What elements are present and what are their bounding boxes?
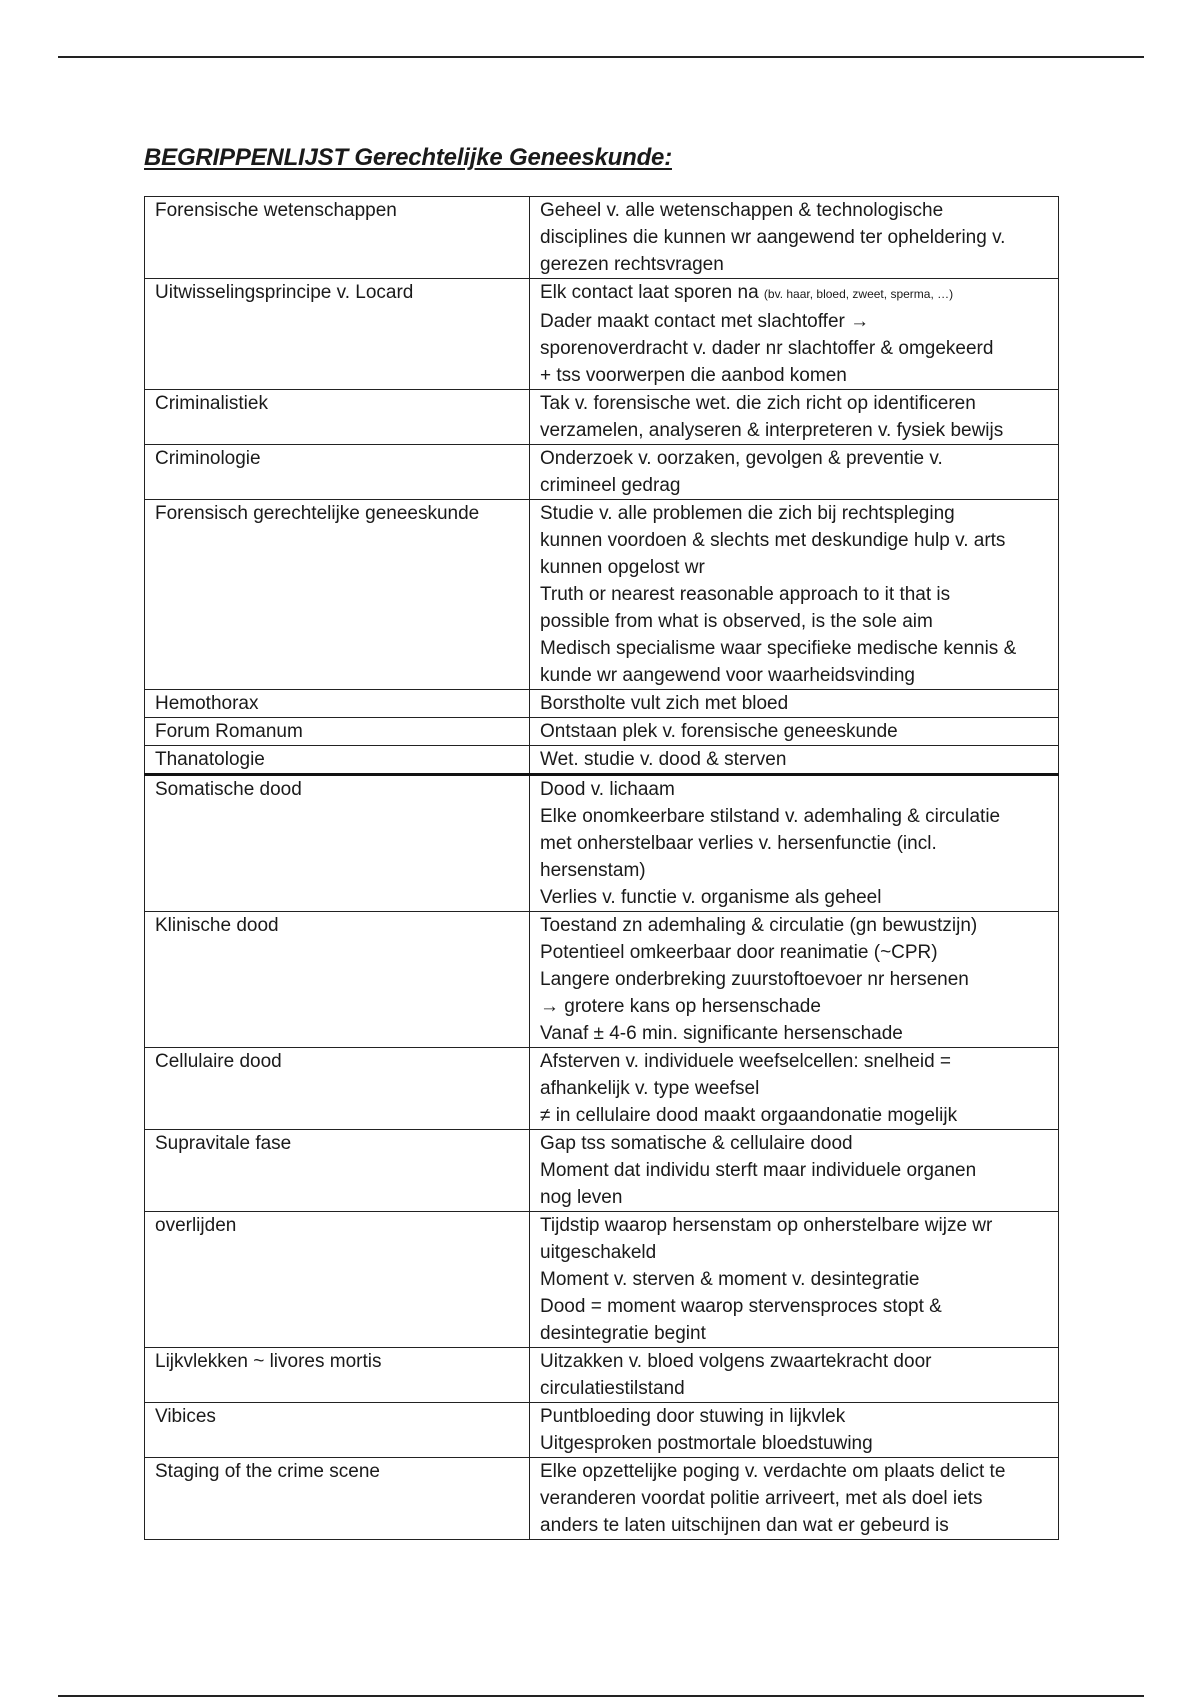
definition-line: Moment dat individu sterft maar individuele organen [540, 1160, 977, 1181]
definition-line: desintegratie begint [540, 1323, 706, 1344]
definition-line: ≠ in cellulaire dood maakt orgaandonatie mogelijk [540, 1105, 958, 1126]
definition-cell [530, 445, 1059, 500]
term-cell: Criminologie [145, 445, 530, 500]
definition-line: Geheel v. alle wetenschappen & technologische [540, 200, 944, 221]
term-cell: Thanatologie [145, 746, 530, 775]
definition-line: Potentieel omkeerbaar door reanimatie (~CPR) [540, 942, 938, 963]
definition-line: Langere onderbreking zuurstoftoevoer nr hersenen [540, 969, 969, 990]
term-cell: Uitwisselingsprincipe v. Locard [145, 279, 530, 390]
definition-line: Elke opzettelijke poging v. verdachte om plaats delict te [540, 1461, 1006, 1482]
definition-line: Uitzakken v. bloed volgens zwaartekracht door [540, 1351, 932, 1372]
term-cell: Vibices [145, 1403, 530, 1458]
term-cell: Somatische dood [145, 775, 530, 912]
definition-line: Dood = moment waarop stervensproces stopt & [540, 1296, 942, 1317]
definition-line: possible from what is observed, is the sole aim [540, 611, 933, 632]
table-row [145, 1048, 1059, 1130]
example-note: (bv. haar, bloed, zweet, sperma, …) [763, 287, 954, 301]
definition-line: met onherstelbaar verlies v. hersenfunctie (incl. [540, 833, 937, 854]
definition-line: Truth or nearest reasonable approach to it that is [540, 584, 951, 605]
definition-line: Moment v. sterven & moment v. desintegratie [540, 1269, 920, 1290]
definition-line: sporenoverdracht v. dader nr slachtoffer & omgekeerd [540, 338, 994, 359]
definition-text: Elk contact laat sporen na [540, 282, 759, 303]
table-row [145, 775, 1059, 912]
glossary-table [144, 196, 1059, 1540]
definition-line: Afsterven v. individuele weefselcellen: snelheid = [540, 1051, 952, 1072]
table-row [145, 912, 1059, 1048]
definition-line: Dader maakt contact met slachtoffer → [540, 311, 870, 332]
definition-line: Tijdstip waarop hersenstam op onherstelbare wijze wr [540, 1215, 993, 1236]
definition-line: kunnen voordoen & slechts met deskundige hulp v. arts [540, 530, 1006, 551]
definition-cell [530, 500, 1059, 690]
page-title: BEGRIPPENLIJST Gerechtelijke Geneeskunde: [144, 144, 672, 171]
table-row [145, 1348, 1059, 1403]
definition-line: Borstholte vult zich met bloed [540, 693, 789, 714]
term-cell: Forensische wetenschappen [145, 197, 530, 279]
definition-line: circulatiestilstand [540, 1378, 685, 1399]
footer-rule [58, 1695, 1144, 1697]
table-row [145, 197, 1059, 279]
definition-line: Puntbloeding door stuwing in lijkvlek [540, 1406, 846, 1427]
table-row [145, 445, 1059, 500]
term-cell: Cellulaire dood [145, 1048, 530, 1130]
table-row [145, 1403, 1059, 1458]
definition-cell [530, 718, 1059, 746]
definition-cell [530, 1212, 1059, 1348]
definition-cell [530, 1458, 1059, 1540]
definition-line: Studie v. alle problemen die zich bij rechtspleging [540, 503, 955, 524]
definition-line: kunnen opgelost wr [540, 557, 705, 578]
definition-cell [530, 1130, 1059, 1212]
definition-line: Dood v. lichaam [540, 779, 675, 800]
definition-line: + tss voorwerpen die aanbod komen [540, 365, 847, 386]
definition-line: disciplines die kunnen wr aangewend ter opheldering v. [540, 227, 1006, 248]
definition-line: anders te laten uitschijnen dan wat er gebeurd is [540, 1515, 949, 1536]
table-row [145, 1130, 1059, 1212]
definition-line: gerezen rechtsvragen [540, 254, 724, 275]
definition-line: Wet. studie v. dood & sterven [540, 749, 787, 770]
definition-line [540, 279, 1052, 308]
table-row [145, 718, 1059, 746]
term-cell: Forensisch gerechtelijke geneeskunde [145, 500, 530, 690]
definition-line: Ontstaan plek v. forensische geneeskunde [540, 721, 898, 742]
table-row [145, 1212, 1059, 1348]
definition-line: nog leven [540, 1187, 623, 1208]
definition-line: uitgeschakeld [540, 1242, 657, 1263]
definition-cell [530, 690, 1059, 718]
definition-cell [530, 1048, 1059, 1130]
definition-line: crimineel gedrag [540, 475, 681, 496]
definition-cell [530, 1403, 1059, 1458]
term-cell: Forum Romanum [145, 718, 530, 746]
term-cell: Lijkvlekken ~ livores mortis [145, 1348, 530, 1403]
definition-cell [530, 390, 1059, 445]
definition-cell [530, 775, 1059, 912]
definition-line: Vanaf ± 4-6 min. significante hersenschade [540, 1023, 903, 1044]
definition-line: afhankelijk v. type weefsel [540, 1078, 760, 1099]
definition-line: verzamelen, analyseren & interpreteren v. fysiek bewijs [540, 420, 1004, 441]
definition-line: kunde wr aangewend voor waarheidsvinding [540, 665, 915, 686]
definition-line: Onderzoek v. oorzaken, gevolgen & preventie v. [540, 448, 943, 469]
header-rule [58, 56, 1144, 58]
definition-line: Toestand zn ademhaling & circulatie (gn bewustzijn) [540, 915, 978, 936]
term-cell: Criminalistiek [145, 390, 530, 445]
term-cell: overlijden [145, 1212, 530, 1348]
table-row [145, 500, 1059, 690]
definition-cell [530, 197, 1059, 279]
definition-line: Medisch specialisme waar specifieke medische kennis & [540, 638, 1017, 659]
table-row [145, 746, 1059, 775]
definition-cell [530, 279, 1059, 390]
table-row [145, 1458, 1059, 1540]
term-cell: Hemothorax [145, 690, 530, 718]
definition-line: hersenstam) [540, 860, 646, 881]
definition-cell [530, 746, 1059, 775]
definition-line: Verlies v. functie v. organisme als geheel [540, 887, 882, 908]
definition-line: Elke onomkeerbare stilstand v. ademhaling & circulatie [540, 806, 1001, 827]
definition-cell [530, 912, 1059, 1048]
definition-line: → grotere kans op hersenschade [540, 996, 821, 1017]
term-cell: Supravitale fase [145, 1130, 530, 1212]
definition-line: Uitgesproken postmortale bloedstuwing [540, 1433, 873, 1454]
term-cell: Staging of the crime scene [145, 1458, 530, 1540]
table-row [145, 690, 1059, 718]
term-cell: Klinische dood [145, 912, 530, 1048]
table-row [145, 390, 1059, 445]
table-row [145, 279, 1059, 390]
definition-line: veranderen voordat politie arriveert, met als doel iets [540, 1488, 983, 1509]
definition-line: Gap tss somatische & cellulaire dood [540, 1133, 853, 1154]
definition-cell [530, 1348, 1059, 1403]
definition-line: Tak v. forensische wet. die zich richt op identificeren [540, 393, 976, 414]
